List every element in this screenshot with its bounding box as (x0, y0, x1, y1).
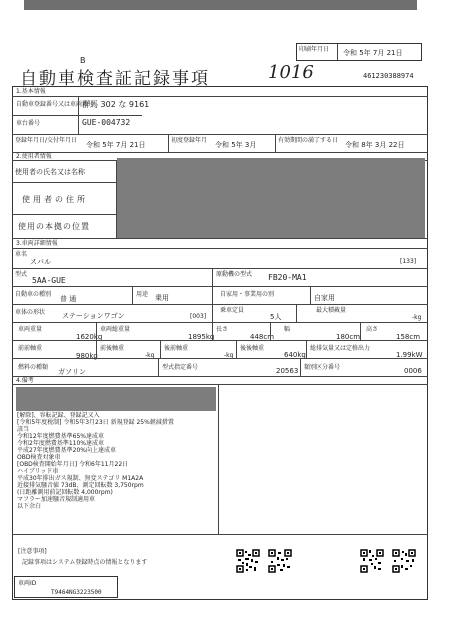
kind-label: 自動車の種別 (15, 291, 52, 298)
section-vehicle: 3.車両詳細情報 (16, 240, 58, 247)
model-value: 5AA-GUE (32, 276, 66, 285)
use-value: 乗用 (155, 294, 169, 302)
chassis-label: 車台番号 (16, 120, 41, 127)
note-line: 平成30年排出ガス規制、無変ステゴリ M1A2A (17, 475, 144, 482)
gross-value: 1895kg (188, 333, 215, 341)
weight-value: 1620kg (76, 333, 103, 341)
qr-code-2 (268, 549, 292, 573)
note-line: 令和2年度燃費基準110%達成車 (17, 440, 104, 447)
height-label: 高さ (366, 326, 379, 333)
car-id-box (14, 576, 118, 598)
page-title: 自動車検査証記録事項 (20, 69, 210, 89)
user-name-label: 使用者の氏名又は名称 (15, 168, 85, 176)
engine-label: 原動機の型式 (216, 271, 253, 278)
date-label: 登録年月日/交付年月日 (15, 137, 78, 144)
redacted-notes-top (16, 387, 216, 411)
note-line: ハイブリッド車 (17, 468, 59, 475)
user-address-label: 使用者の住所 (22, 195, 88, 204)
note-line: 近接排気騒音値 73dB、測定回転数 3,750rpm (17, 482, 144, 489)
car-id-label: 車両ID (18, 580, 37, 587)
maker-code: [133] (400, 258, 417, 265)
front-rear-axle-value: -kg (145, 352, 155, 359)
reg-value: 群馬 302 な 9161 (82, 100, 150, 109)
body-label: 車体の形状 (15, 309, 46, 316)
designation-value: 20563 (276, 367, 299, 375)
print-date-box (296, 43, 422, 61)
qr-code-3 (360, 549, 384, 573)
length-label: 長さ (216, 326, 229, 333)
gross-label: 車両総重量 (100, 326, 131, 333)
maxload-label: 最大積載量 (316, 307, 347, 314)
section-notes: 4.備考 (16, 377, 34, 384)
body-value: ステーションワゴン (62, 312, 125, 320)
maker-label: 車名 (15, 251, 28, 258)
weight-label: 車両重量 (18, 326, 43, 333)
category-label: 類別区分番号 (304, 364, 341, 371)
section-user: 2.使用者情報 (16, 153, 52, 160)
width-label: 幅 (284, 326, 291, 333)
expiry-label: 有効期間の満了する日 (278, 137, 339, 144)
front-front-axle-value: 980kg (76, 352, 98, 360)
use-label: 用途 (136, 291, 149, 298)
note-line: 該当 (17, 426, 30, 433)
fuel-label: 燃料の種類 (18, 364, 49, 371)
note-line: (日距離測用前記回転数 4,000rpm) (17, 489, 113, 496)
capacity-value: 5人 (270, 313, 282, 321)
model-label: 型式 (15, 271, 28, 278)
first-reg-value: 令和 5年 3月 (215, 141, 257, 149)
form-mark: B (80, 56, 86, 65)
note-line: [解除]、容転記録、登録記又入 (17, 412, 100, 419)
notice-text: 記録事項はシステム登録時点の情報となります (22, 559, 148, 566)
note-line: 令和12年度燃費基準65%達成車 (17, 433, 104, 440)
business-label: 自家用・事業用の別 (220, 291, 275, 298)
serial-number: 461230388974 (363, 72, 414, 80)
width-value: 180cm (336, 333, 361, 341)
first-reg-label: 初度登録年月 (171, 137, 208, 144)
print-date: 令和 5年 7月 21日 (343, 49, 403, 57)
note-line: [OBD検査開始年月日] 令和6年11月22日 (17, 461, 129, 468)
handwritten-number: 1016 (268, 62, 314, 83)
rear-rear-axle-label: 後後軸重 (240, 345, 265, 352)
category-value: 0006 (404, 367, 422, 375)
rear-front-axle-label: 後前軸重 (164, 345, 189, 352)
note-line: [令和5年度税制] 令和5年3月23日 新規登録 25%軽減措置 (17, 419, 174, 426)
capacity-label: 乗車定員 (220, 307, 245, 314)
section-basic: 1.基本情報 (16, 88, 46, 95)
rear-front-axle-value: -kg (224, 352, 234, 359)
length-value: 448cm (250, 333, 275, 341)
displacement-label: 総排気量又は定格出力 (310, 345, 371, 352)
top-band (24, 0, 417, 10)
fuel-value: ガソリン (58, 368, 86, 376)
note-line: OBD検査対象車 (17, 454, 61, 461)
body-code: [003] (190, 313, 207, 320)
qr-code-1 (236, 549, 260, 573)
note-line: 以下余白 (17, 503, 42, 510)
car-id-value: T9464NG3223500 (51, 589, 102, 596)
displacement-value: 1.99kW (396, 351, 423, 359)
print-date-label: 印刷年月日 (299, 46, 330, 53)
qr-code-4 (392, 549, 416, 573)
maker-value: スバル (30, 258, 51, 266)
rear-rear-axle-value: 640kg (284, 351, 306, 359)
maxload-value: -kg (412, 314, 422, 321)
front-front-axle-label: 前前軸重 (18, 345, 43, 352)
notice-label: [注意事項] (18, 548, 47, 555)
business-value: 自家用 (314, 294, 335, 302)
reg-label: 自動車登録番号又は車両番号 (16, 101, 95, 108)
date-value: 令和 5年 7月 21日 (86, 141, 146, 149)
notes-list (17, 412, 217, 510)
note-line: 平成27年度燃費基準20%向上達成車 (17, 447, 116, 454)
height-value: 158cm (396, 333, 421, 341)
redacted-user-info (117, 158, 425, 238)
designation-label: 型式指定番号 (162, 364, 199, 371)
engine-value: FB20-MA1 (268, 273, 307, 282)
expiry-value: 令和 8年 3月 22日 (345, 141, 405, 149)
kind-value: 普 通 (60, 295, 77, 303)
front-rear-axle-label: 前後軸重 (100, 345, 125, 352)
user-base-label: 使用の本拠の位置 (18, 222, 90, 231)
note-line: マフラー加速騒音規制適用車 (17, 496, 96, 503)
chassis-value: GUE-004732 (82, 118, 131, 127)
